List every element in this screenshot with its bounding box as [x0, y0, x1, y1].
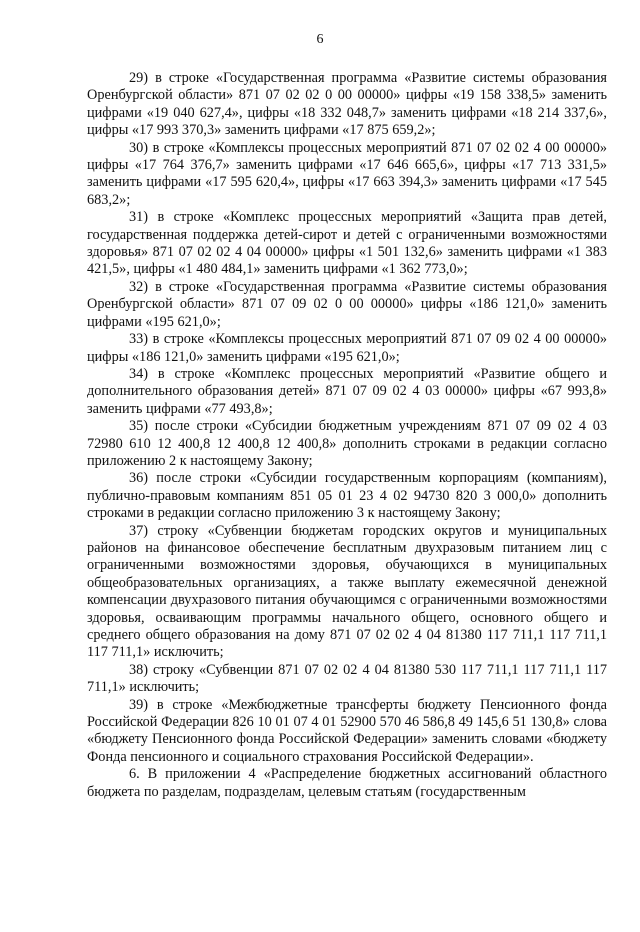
paragraph-item-31: 31) в строке «Комплекс процессных мероприятий «Защита прав детей, государственная поддержка детей-сирот и детей с ограниченными возможностями здоровья» 871 07 02 02 4 04 00000» цифры «1 501 132,6» заменить цифрами «1 383 421,5», цифры «1 480 484,1» заменить цифрами «1 362 773,0»;	[87, 209, 607, 278]
paragraph-item-32: 32) в строке «Государственная программа «Развитие системы образования Оренбургской области» 871 07 09 02 0 00 00000» цифры «186 121,0» заменить цифрами «195 621,0»;	[87, 278, 607, 330]
paragraph-item-36: 36) после строки «Субсидии государственным корпорациям (компаниям), публично-правовым компаниям 851 05 01 23 4 02 94730 820 3 000,0» дополнить строками в редакции согласно приложению 3 к настоящему Закону;	[87, 470, 607, 522]
paragraph-item-38: 38) строку «Субвенции 871 07 02 02 4 04 81380 530 117 711,1 117 711,1 117 711,1» исключить;	[87, 661, 607, 696]
paragraph-item-39: 39) в строке «Межбюджетные трансферты бюджету Пенсионного фонда Российской Федерации 826 10 01 07 4 01 52900 570 46 586,8 49 145,6 51 130,8» слова «бюджету Пенсионного фонда Российской Федерации» заменить словами «бюджету Фонда пенсионного и социального страхования Российской Федерации».	[87, 696, 607, 765]
paragraph-item-35: 35) после строки «Субсидии бюджетным учреждениям 871 07 09 02 4 03 72980 610 12 400,8 12 400,8 12 400,8» дополнить строками в редакции согласно приложению 2 к настоящему Закону;	[87, 418, 607, 469]
paragraph-item-30: 30) в строке «Комплексы процессных мероприятий 871 07 02 02 4 00 00000» цифры «17 764 376,7» заменить цифрами «17 646 665,6», цифры «17 713 331,5» заменить цифрами «17 595 620,4», цифры «17 663 394,3» заменить цифрами «17 545 683,2»;	[87, 139, 607, 208]
paragraph-section-6: 6. В приложении 4 «Распределение бюджетных ассигнований областного бюджета по разделам, подразделам, целевым статьям (государственным	[87, 766, 607, 800]
paragraph-item-34: 34) в строке «Комплекс процессных мероприятий «Развитие общего и дополнительного образования детей» 871 07 09 02 4 03 00000» цифры «67 993,8» заменить цифрами «77 493,8»;	[87, 365, 607, 417]
document-body	[87, 70, 607, 801]
paragraph-item-37: 37) строку «Субвенции бюджетам городских округов и муниципальных районов на финансовое обеспечение бесплатным двухразовым питанием лиц с ограниченными возможностями здоровья, обучающихся в муниципальных общеобразовательных организациях, а также выплату ежемесячной денежной компенсации двухразового питания обучающимся с ограниченными возможностями здоровья, осваивающим программы начального общего, основного общего и среднего общего образования на дому 871 07 02 02 4 04 81380 117 711,1 117 711,1 117 711,1» исключить;	[87, 522, 607, 661]
page-number: 6	[316, 32, 324, 47]
paragraph-item-29: 29) в строке «Государственная программа «Развитие системы образования Оренбургской области» 871 07 02 02 0 00 00000» цифры «19 158 338,5» заменить цифрами «19 040 627,4», цифры «18 332 048,7» заменить цифрами «18 214 337,6», цифры «17 993 370,3» заменить цифрами «17 875 659,2»;	[87, 70, 607, 139]
paragraph-item-33: 33) в строке «Комплексы процессных мероприятий 871 07 09 02 4 00 00000» цифры «186 121,0» заменить цифрами «195 621,0»;	[87, 331, 607, 365]
